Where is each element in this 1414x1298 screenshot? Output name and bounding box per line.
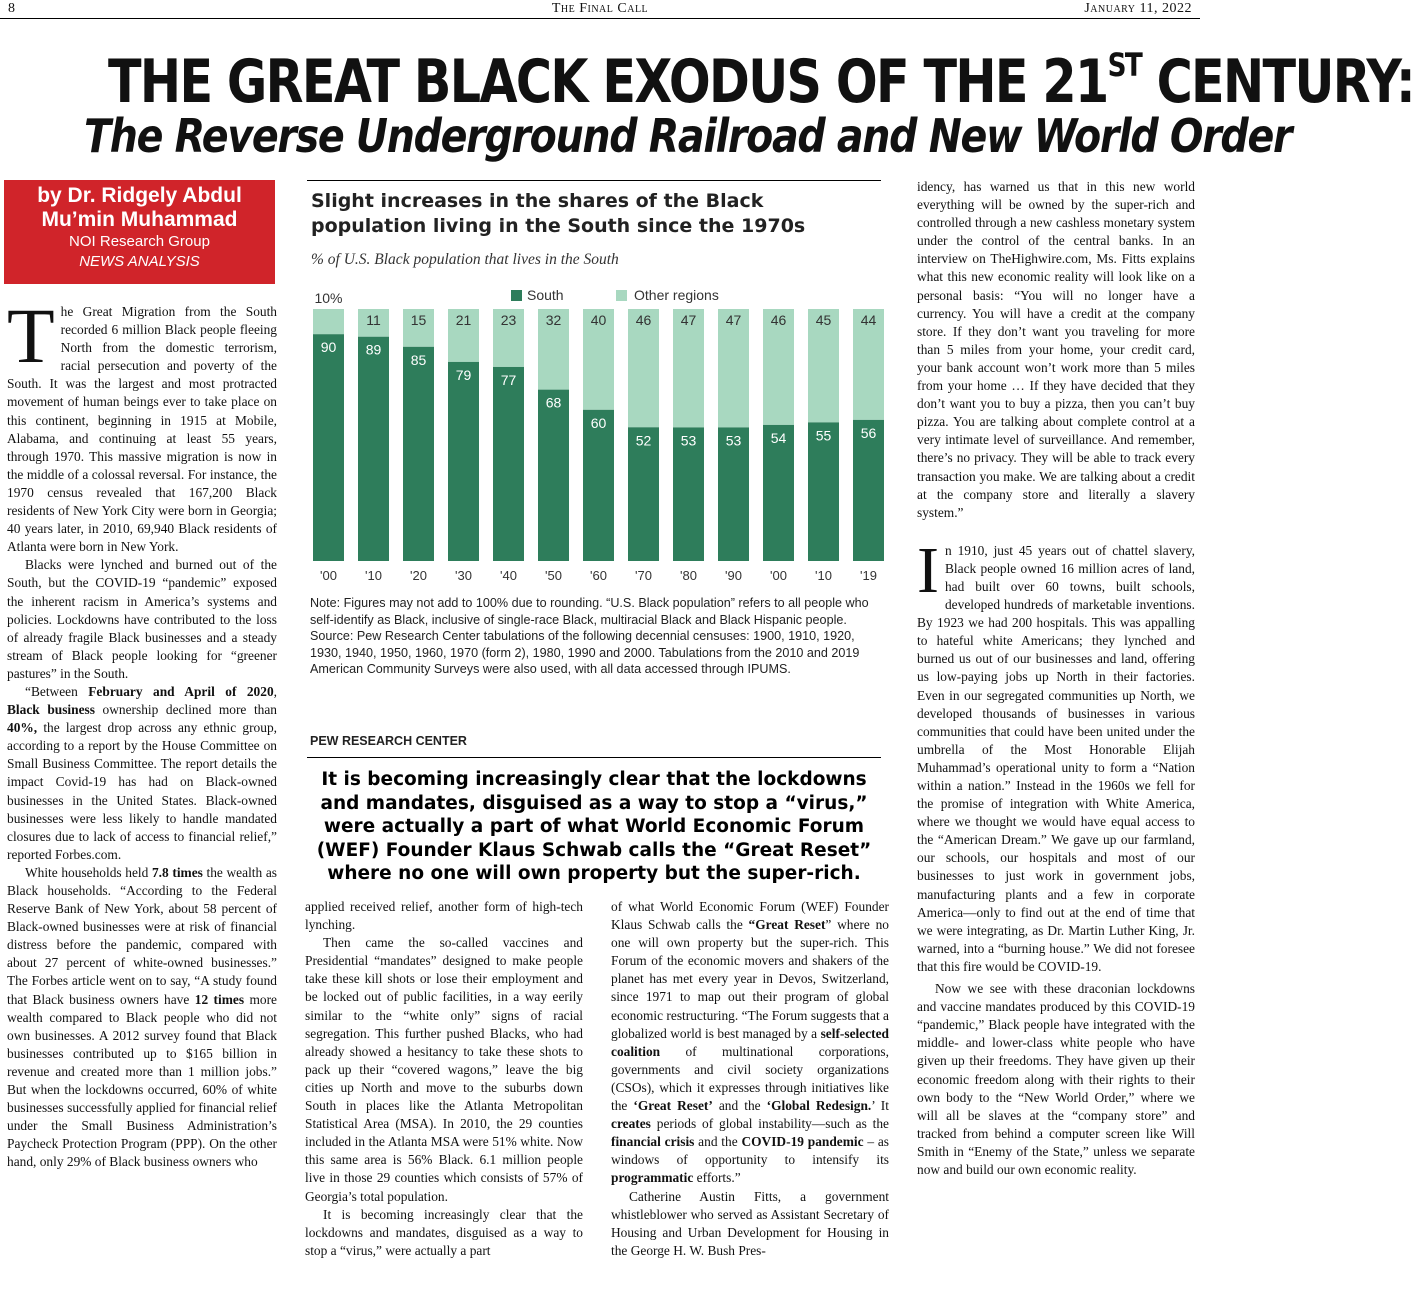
bold-run: 7.8 times <box>151 864 203 880</box>
x-tick-label: '30 <box>455 568 472 583</box>
headline-tail: CENTURY: <box>1141 47 1414 117</box>
data-label-south: 90 <box>320 339 337 356</box>
data-label-other: 21 <box>455 312 472 328</box>
bold-run: “Great Reset <box>748 917 826 933</box>
text-run: ownership declined more than <box>94 702 277 718</box>
article-column-3 <box>611 898 889 1260</box>
data-label-other: 10% <box>314 290 343 306</box>
x-tick-label: '20 <box>410 568 427 583</box>
section-kicker: NEWS ANALYSIS <box>79 253 200 270</box>
data-label-other: 32 <box>545 312 562 328</box>
data-label-south: 56 <box>860 424 877 441</box>
bold-run: Black business <box>7 702 95 718</box>
bar-other-regions <box>313 309 344 334</box>
data-label-other: 45 <box>815 312 832 328</box>
x-tick-label: '60 <box>590 568 607 583</box>
bar-south <box>583 410 614 561</box>
paragraph: Then came the so-called vaccines and Presidential “mandates” designed to make people take these kill shots or lose their employment and be locked out of public facilities, in a way eerily similar to the “white only” signs of racial segregation. This further pushed Blacks, who had already showed a hesitancy to take these shots to pack up their “covered wagons,” leave the big cities up North and move to the suburbs down South in places like the Atlanta Metropolitan Statistical Area (MSA). In 2010, the 29 counties included in the Atlanta MSA were 51% white. Now this same area is 56% Black. 6.1 million people live in those 29 counties which consists of 57% of Georgia’s total population. <box>305 935 583 1204</box>
data-label-south: 53 <box>725 432 742 449</box>
author-name-line1: by Dr. Ridgely Abdul <box>37 184 242 207</box>
bold-run: ‘Global Redesign. <box>766 1098 872 1114</box>
bold-run: 40%, <box>7 720 38 736</box>
bold-run: February and April of 2020 <box>88 683 274 699</box>
pull-quote: It is becoming increasingly clear that the lockdowns and mandates, disguised as a way to stop a “virus,” were actually a part of what World Economic Forum (WEF) Founder Klaus Schwab calls the “Great Reset” where no one will own property but the super-rich. <box>316 769 872 884</box>
text-run: and the <box>712 1098 767 1114</box>
data-label-other: 23 <box>500 312 517 328</box>
x-tick-label: '80 <box>680 568 697 583</box>
data-label-south: 52 <box>635 432 652 449</box>
chart-subtitle: % of U.S. Black population that lives in the South <box>311 251 619 268</box>
data-label-south: 77 <box>500 371 517 388</box>
x-tick-label: '00 <box>320 568 337 583</box>
x-tick-label: '00 <box>770 568 787 583</box>
text-run: of multinational corporations, governments and civil society organizations (CSOs), which it expresses through initiatives like the <box>611 1043 889 1114</box>
issue-date: January 11, 2022 <box>1084 1 1192 16</box>
data-label-south: 55 <box>815 427 832 444</box>
bar-south <box>403 347 434 561</box>
paragraph: applied received relief, another form of high-tech lynching. <box>305 899 583 933</box>
drop-cap: T <box>7 292 55 379</box>
data-label-south: 53 <box>680 432 697 449</box>
article-column-2 <box>305 898 583 1260</box>
text-run: of what World Economic Forum (WEF) Founder Klaus Schwab calls the <box>611 899 889 933</box>
stacked-bar-chart <box>307 285 881 585</box>
text-run: efforts.” <box>693 1170 741 1186</box>
bold-run: self-selected coalition <box>611 1025 889 1059</box>
subheadline: The Reverse Underground Railroad and New World Order <box>84 109 1292 163</box>
legend-label-south: South <box>527 287 564 303</box>
drop-cap: I <box>917 533 939 607</box>
data-label-south: 85 <box>410 351 427 368</box>
data-label-other: 40 <box>590 312 607 328</box>
paragraph <box>7 292 277 556</box>
text-run: – as windows of opportunity to intensify its <box>611 1134 889 1168</box>
chart-figure <box>307 180 881 758</box>
paragraph: It is becoming increasingly clear that the lockdowns and mandates, disguised as a way to stop a “virus,” were actually a part <box>305 1206 583 1258</box>
headline-main: THE GREAT BLACK EXODUS OF THE 21 <box>108 47 1108 117</box>
data-label-other: 46 <box>635 312 652 328</box>
x-tick-label: '70 <box>635 568 652 583</box>
bar-south <box>853 420 884 561</box>
page-folio <box>0 0 1200 19</box>
paragraph: Now we see with these draconian lockdowns and vaccine mandates produced by this COVID-19 “pandemic,” Black people have integrated with the middle- and lower-class white people who have given up their freedoms. They have given up their economic freedom along with their rights to their own body to the “New World Order,” where we will all be slaves at the “company store” and tracked from behind a computer screen like Will Smith in “Enemy of the State,” unless we separate now and build our own economic reality. <box>917 981 1195 1177</box>
data-label-other: 44 <box>860 312 877 328</box>
bold-run: COVID-19 pandemic <box>741 1134 864 1150</box>
paragraph: Catherine Austin Fitts, a government whistleblower who served as Assistant Secretary of Housing and Urban Development for Housing in the George H. W. Bush Pres- <box>611 1188 889 1258</box>
paragraph: idency, has warned us that in this new world everything will be owned by the super-rich and controlled through a new cashless monetary system under the control of the central banks. In an interview on TheHighwire.com, Ms. Fitts explains what this new economic reality will look like on a personal basis: “You will no longer have a currency. You will have a credit at the company store. If they don’t want you traveling for more than 5 miles from your home, your credit card, your bank account won’t work more than 5 miles from your home … If they have decided that they don’t want you to buy a pizza, then you can’t buy pizza. You are talking about complete control at a very intimate level of surveillance. And remember, there’s no privacy. They will be able to track every transaction you make. We are talking about a credit at the company store and literally a slavery system.” <box>917 179 1195 520</box>
text-run: the wealth as Black households. “According to the Federal Reserve Bank of New York, about 58 percent of Black-owned businesses were at risk of financial distress before the pandemic, compared with about 27 percent of white-owned businesses.” The Forbes article went on to say, “A study found that Black business owners have <box>7 864 278 1007</box>
text-run: more wealth compared to Black people who did not own businesses. A 2012 survey found that Black businesses contributed up to $165 billion in revenue and created more than 1 million jobs.” But when the lockdowns occurred, 60% of white businesses successfully applied for financial relief under the Small Business Administration’s Paycheck Protection Program (PPP). On the other hand, only 29% of Black business owners who <box>7 991 277 1170</box>
bold-run: financial crisis <box>611 1134 695 1150</box>
data-label-other: 47 <box>680 312 697 328</box>
bar-south <box>358 337 389 561</box>
article-column-1 <box>7 292 278 1172</box>
x-tick-label: '19 <box>860 568 877 583</box>
text-run: , <box>273 683 277 699</box>
chart-note: Note: Figures may not add to 100% due to rounding. “U.S. Black population” refers to all people who self-identify as Black, inclusive of single-race Black, multiracial Black and Black Hispanic people. <box>310 596 869 627</box>
bar-south <box>313 334 344 561</box>
bar-south <box>538 390 569 561</box>
data-label-south: 54 <box>770 429 787 446</box>
legend-label-other: Other regions <box>634 287 719 303</box>
bar-south <box>493 367 524 561</box>
text-run: and the <box>694 1134 742 1150</box>
article-column-4 <box>917 178 1195 1179</box>
data-label-south: 79 <box>455 366 472 383</box>
x-tick-label: '90 <box>725 568 742 583</box>
paragraph <box>7 864 277 1172</box>
data-label-other: 15 <box>410 312 427 328</box>
page-number: 8 <box>8 1 16 16</box>
text-run: “Between <box>25 683 89 699</box>
legend-swatch-other <box>616 290 627 301</box>
paragraph-text: he Great Migration from the South recorded 6 million Black people fleeing North from the domestic terrorism, racial persecution and poverty of the South. It was the largest and most protracted movement of human beings ever to take place on this continent, beginning in 1915 at Mobile, Alabama, and continuing at least 55 years, through 1970. This massive migration is now in the middle of a colossal reversal. For instance, the 1970 census revealed that 167,200 Black residents of New York City were born in Georgia; 40 years later, in 2010, 69,940 Black residents of Atlanta were born in New York. <box>7 304 277 555</box>
paragraph: Blacks were lynched and burned out of the South, but the COVID-19 “pandemic” exposed the inherent racism in America’s systems and policies. Lockdowns have contributed to the loss of already fragile Black businesses and a steady stream of Black people looking for “greener pastures” in the South. <box>7 557 277 681</box>
paragraph <box>611 898 889 1188</box>
data-label-other: 47 <box>725 312 742 328</box>
author-organization: NOI Research Group <box>69 233 210 250</box>
text-run: ’ It <box>871 1098 889 1114</box>
headline-superscript: ST <box>1107 46 1142 84</box>
author-name-line2: Mu’min Muhammad <box>41 208 238 231</box>
bold-run: 12 times <box>194 991 245 1007</box>
data-label-other: 46 <box>770 312 787 328</box>
paragraph-text: n 1910, just 45 years out of chattel slavery, Black people owned 16 million acres of land, had built over 60 towns, built schools, developed hundreds of marketable inventions. By 1923 we had 200 hospitals. This was appalling to hateful white Americans; they lynched and burned us out of our businesses and land, offering us low-paying jobs up North in their factories. Even in our segregated communities up North, we developed thousands of businesses in various communities that could have been united under the umbrella of the Most Honorable Elijah Muhammad’s operational unity to form a “Nation within a nation.” Instead in the 1960s we fell for the promise of integration with White America, where we thought we would have equal access to the “American Dream.” We gave up our farmland, our schools, our hospitals and most of our businesses to just work in government jobs, manufacturing plants and a few in corporate America—only to find out at the end of time that we were integrating, as Dr. Martin Luther King, Jr. warned, into a “burning house.” We did not foresee that this fire would be COVID-19. <box>917 542 1195 974</box>
data-label-south: 89 <box>365 341 382 358</box>
paragraph <box>7 683 277 864</box>
chart-notes <box>310 595 882 678</box>
bold-run: programmatic <box>611 1170 694 1186</box>
publication-name: The Final Call <box>551 1 649 16</box>
paragraph <box>917 533 1195 976</box>
chart-source: Source: Pew Research Center tabulations of the following decennial censuses: 1900, 1910, 1920, 1930, 1940, 1950, 1960, 1970 (form 2), 1980, 1990 and 2000. Tabulations from the 2010 and 2019 American Community Surveys were also used, with all data accessed through IPUMS. <box>310 629 860 676</box>
x-tick-label: '40 <box>500 568 517 583</box>
data-label-other: 11 <box>366 312 381 328</box>
x-tick-label: '10 <box>815 568 832 583</box>
byline-box <box>4 180 275 284</box>
chart-credit: PEW RESEARCH CENTER <box>310 734 467 748</box>
x-tick-label: '10 <box>365 568 382 583</box>
bold-run: ‘Great Reset’ <box>633 1098 713 1114</box>
bold-run: creates <box>611 1116 651 1132</box>
text-run: White households held <box>25 864 152 880</box>
text-run: the largest drop across any ethnic group, according to a report by the House Committee on Small Business Committee. The report details the impact Covid-19 has had on Black-owned businesses in the United States. Black-owned businesses were less likely to handle mandated closures due to lack of access to financial relief,” reported Forbes.com. <box>7 720 277 862</box>
legend-swatch-south <box>511 290 522 301</box>
chart-title: Slight increases in the shares of the Black population living in the South since the 1970s <box>311 190 806 237</box>
bar-south <box>448 362 479 561</box>
x-tick-label: '50 <box>545 568 562 583</box>
text-run: periods of global instability—such as the <box>650 1116 889 1132</box>
data-label-south: 60 <box>590 414 607 431</box>
text-run: ” where no one will own property but the super-rich. This Forum of the economic movers and shakers of the planet has met every year in Devos, Switzerland, since 1971 to map out their program of global economic restructuring. “The Forum suggests that a globalized world is best managed by a <box>611 917 889 1041</box>
data-label-south: 68 <box>545 394 562 411</box>
